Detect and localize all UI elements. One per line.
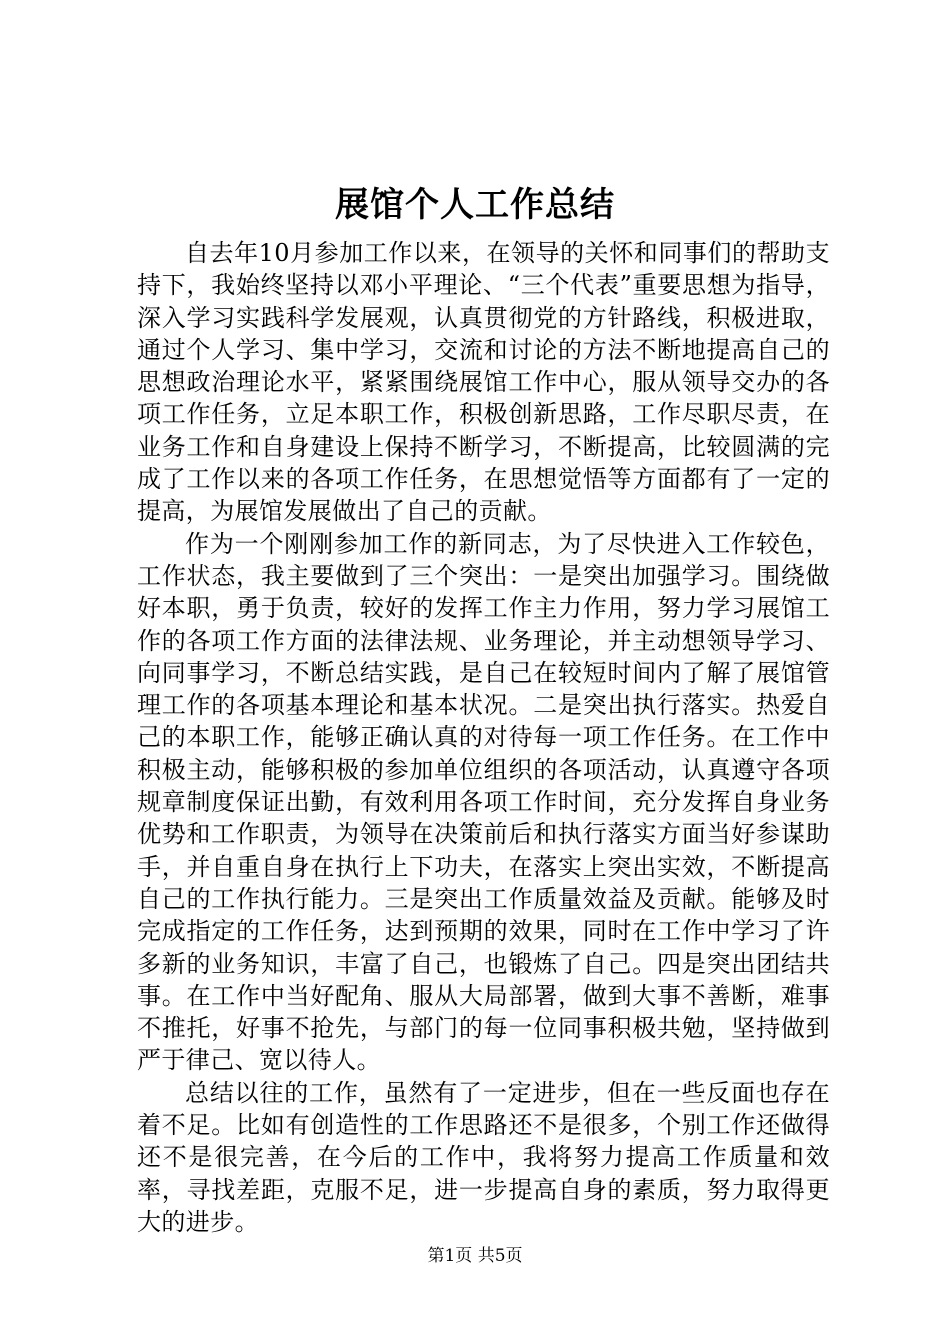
document-title: 展馆个人工作总结: [335, 185, 615, 225]
page-footer: 第1页 共5页: [427, 1246, 523, 1266]
paragraph-2: 作为一个刚刚参加工作的新同志，为了尽快进入工作较色，工作状态，我主要做到了三个突出：一是突出加强学习。围绕做好本职，勇于负责，较好的发挥工作主力作用，努力学习展馆工作的各项工作方面的法律法规、业务理论，并主动想领导学习、向同事学习，不断总结实践，是自己在较短时间内了解了展馆管理工作的各项基本理论和基本状况。二是突出执行落实。热爱自己的本职工作，能够正确认真的对待每一项工作任务。在工作中积极主动，能够积极的参加单位组织的各项活动，认真遵守各项规章制度保证出勤，有效利用各项工作时间，充分发挥自身业务优势和工作职责，为领导在决策前后和执行落实方面当好参谋助手，并自重自身在执行上下功夫，在落实上突出实效，不断提高自己的工作执行能力。三是突出工作质量效益及贡献。能够及时完成指定的工作任务，达到预期的效果，同时在工作中学习了许多新的业务知识，丰富了自己，也锻炼了自己。四是突出团结共事。在工作中当好配角、服从大局部署，做到大事不善断，难事不推托，好事不抢先，与部门的每一位同事积极共勉，坚持做到严于律己、宽以待人。: [137, 529, 830, 1075]
paragraph-3: 总结以往的工作，虽然有了一定进步，但在一些反面也存在着不足。比如有创造性的工作思路还不是很多，个别工作还做得还不是很完善，在今后的工作中，我将努力提高工作质量和效率，寻找差距，克服不足，进一步提高自身的素质，努力取得更大的进步。: [137, 1078, 830, 1236]
document-body: [137, 237, 830, 1238]
paragraph-1: 自去年10月参加工作以来，在领导的关怀和同事们的帮助支持下，我始终坚持以邓小平理论、“三个代表”重要思想为指导，深入学习实践科学发展观，认真贯彻党的方针路线，积极进取，通过个人学习、集中学习，交流和讨论的方法不断地提高自己的思想政治理论水平，紧紧围绕展馆工作中心，服从领导交办的各项工作任务，立足本职工作，积极创新思路，工作尽职尽责，在业务工作和自身建设上保持不断学习，不断提高，比较圆满的完成了工作以来的各项工作任务，在思想觉悟等方面都有了一定的提高，为展馆发展做出了自己的贡献。: [137, 239, 830, 526]
